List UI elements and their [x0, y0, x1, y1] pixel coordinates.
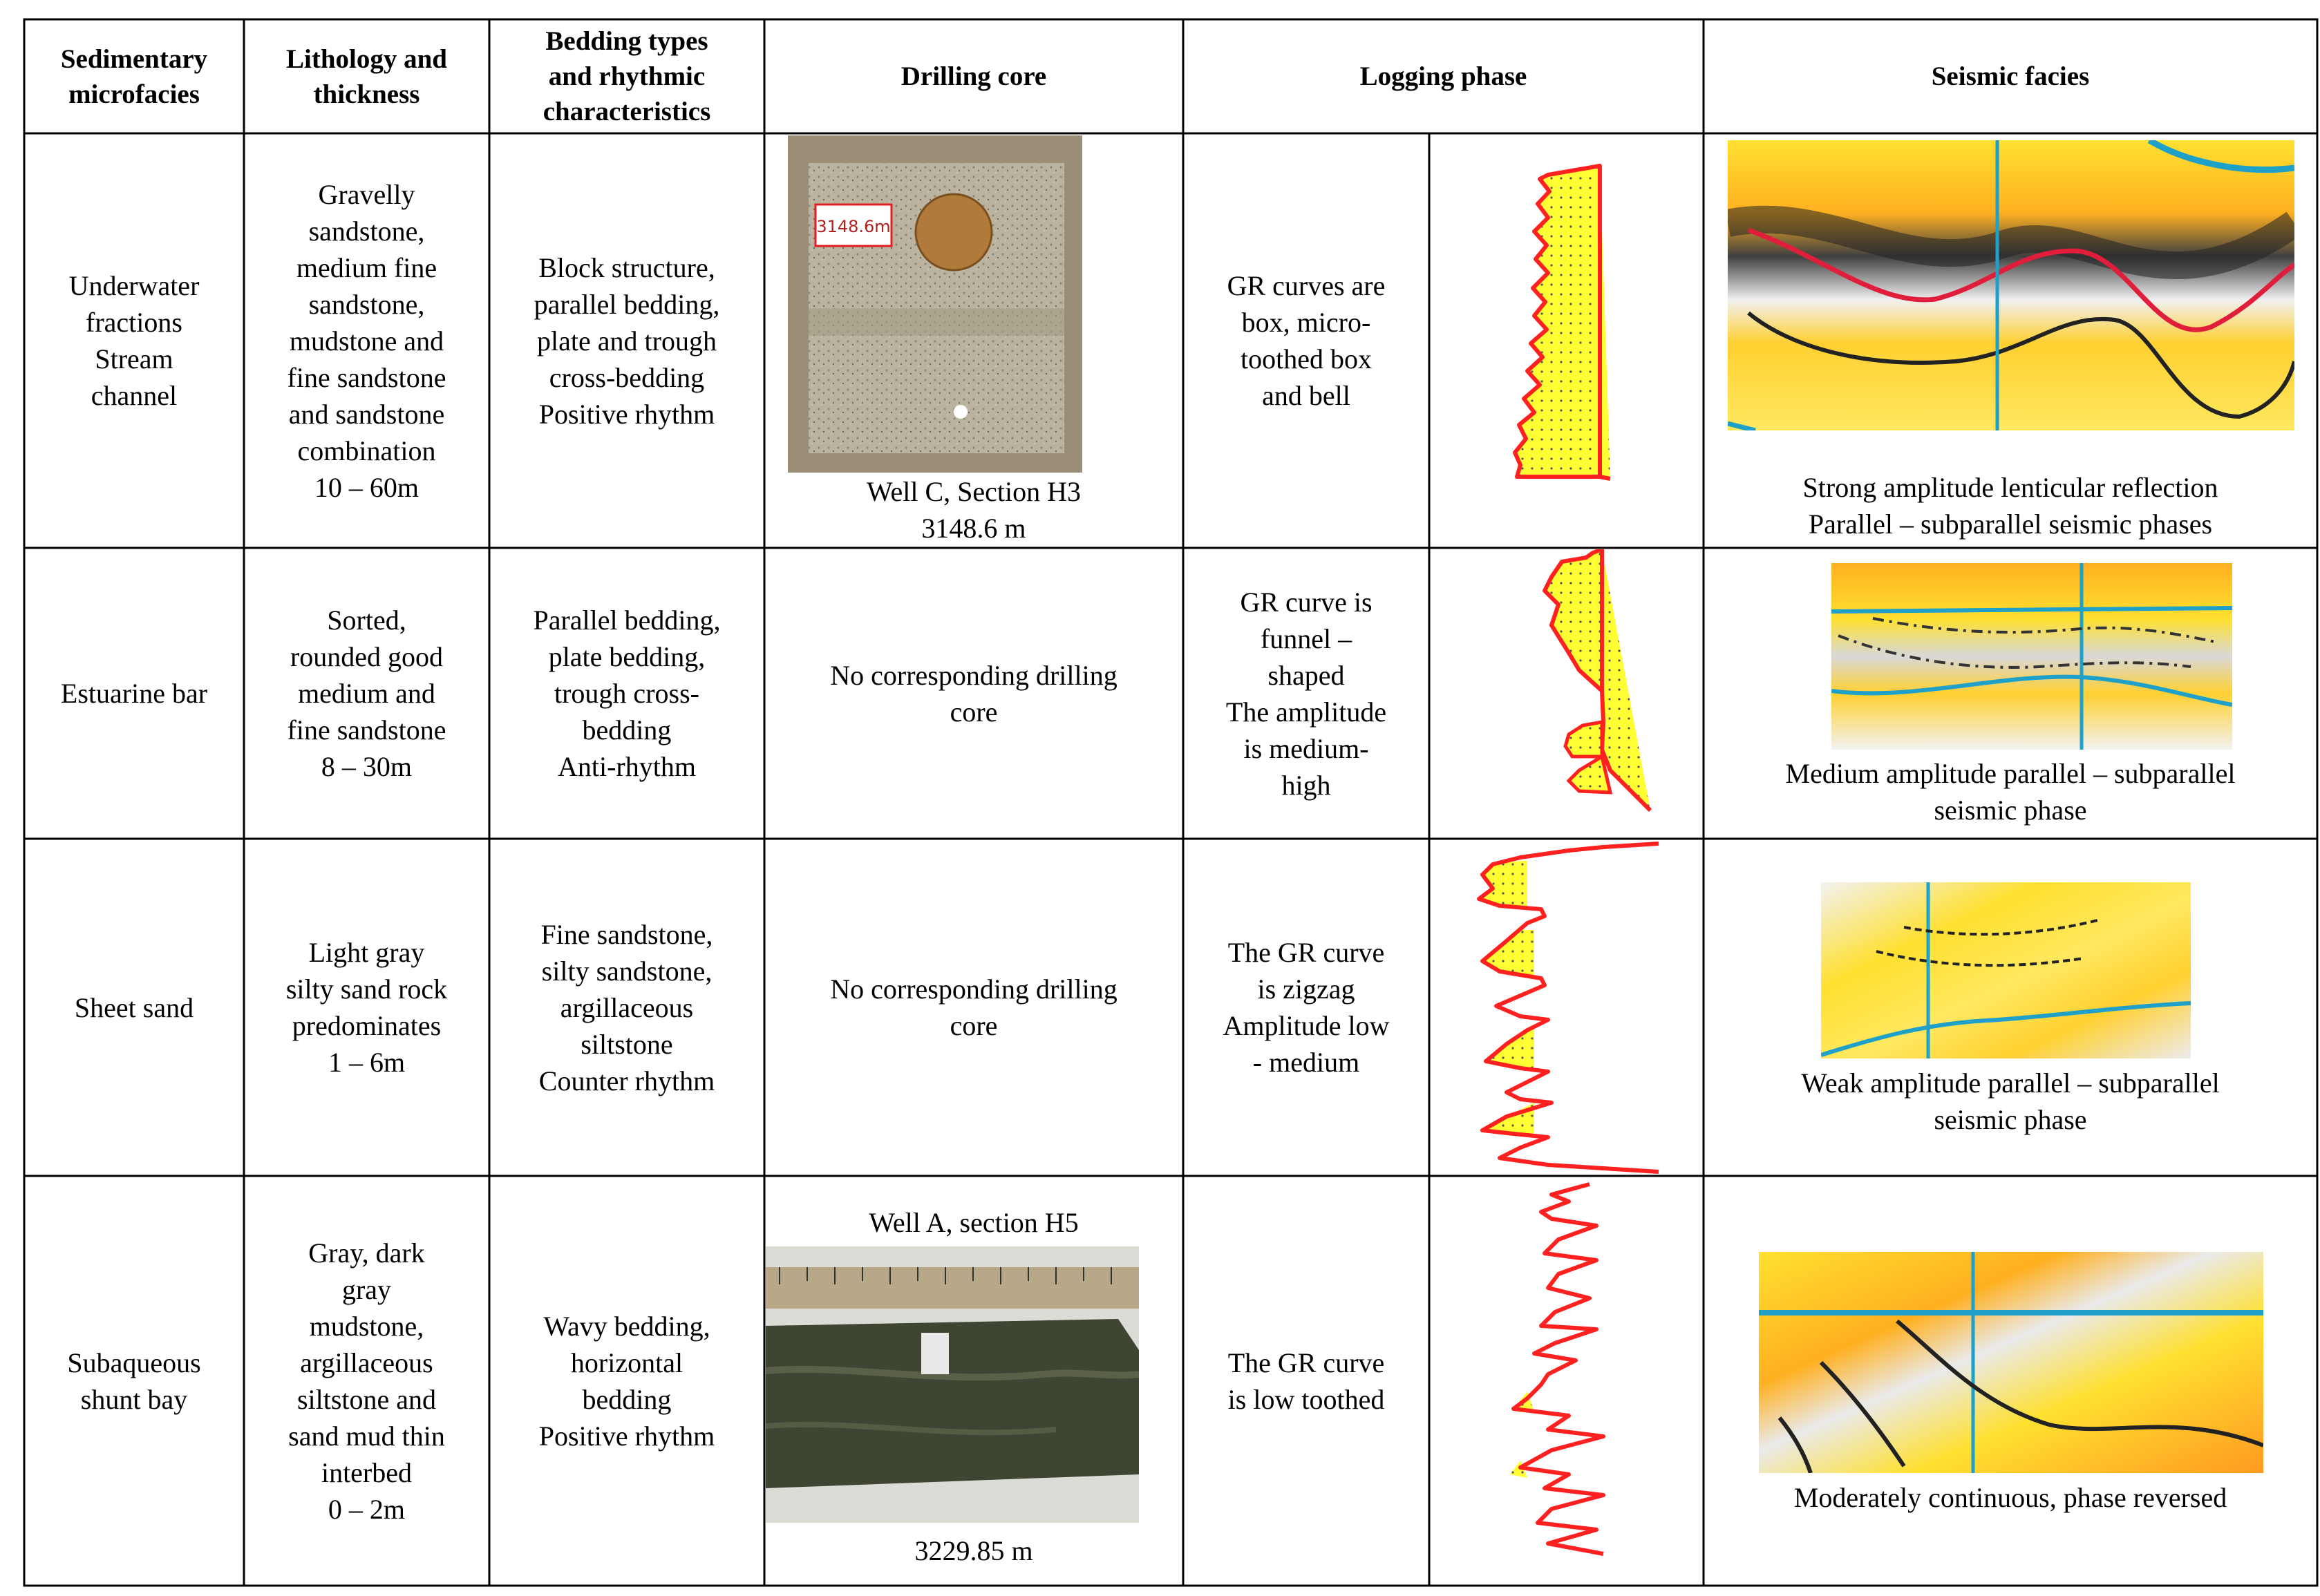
- gr-curve-row4: [1431, 1177, 1702, 1584]
- row4-seismic-caption: Moderately continuous, phase reversed: [1793, 1481, 2227, 1513]
- row3-logging-text: The GR curve is zigzag Amplitude low - medium: [1223, 937, 1390, 1078]
- row3-core: No corresponding drilling core: [830, 973, 1117, 1041]
- header-microfacies: Sedimentary microfacies: [60, 44, 208, 109]
- gr-curve-row2: [1431, 549, 1702, 837]
- row1-microfacies: Underwater fractions Stream channel: [68, 270, 200, 411]
- row4-core-caption-top: Well A, section H5: [869, 1206, 1079, 1238]
- core-photo-row1: [788, 135, 1082, 473]
- core-label-row1: 3148.6m: [816, 217, 891, 236]
- row2-lithology: Sorted, rounded good medium and fine sandstone 8 – 30m: [287, 605, 446, 782]
- seismic-row3: [1821, 882, 2191, 1058]
- seismic-row1: [1728, 140, 2294, 430]
- row1-seismic-caption: Strong amplitude lenticular reflection Parallel – subparallel seismic phases: [1802, 472, 2218, 540]
- header-logging: Logging phase: [1359, 61, 1527, 91]
- row3-microfacies: Sheet sand: [74, 991, 194, 1023]
- row1-core-caption: Well C, Section H3 3148.6 m: [866, 476, 1082, 544]
- row2-seismic-caption: Medium amplitude parallel – subparallel seismic phase: [1785, 758, 2236, 826]
- row2-core: No corresponding drilling core: [830, 659, 1117, 728]
- header-seismic: Seismic facies: [1931, 61, 2090, 91]
- seismic-row2: [1831, 563, 2232, 750]
- row2-bedding: Parallel bedding, plate bedding, trough cross- bedding Anti-rhythm: [533, 605, 721, 782]
- header-lithology: Lithology and thickness: [286, 44, 447, 109]
- row4-lithology: Gray, dark gray mudstone, argillaceous siltstone and sand mud thin interbed 0 – 2m: [288, 1237, 445, 1525]
- row3-bedding: Fine sandstone, silty sandstone, argillaceous siltstone Counter rhythm: [538, 918, 715, 1096]
- row4-microfacies: Subaqueous shunt bay: [67, 1347, 201, 1415]
- row1-logging-text: GR curves are box, micro- toothed box and bell: [1227, 270, 1386, 411]
- header-bedding: Bedding types and rhythmic characteristics: [543, 26, 711, 126]
- seismic-row4: [1759, 1252, 2263, 1473]
- row3-lithology: Light gray silty sand rock predominates 1 – 6m: [285, 937, 448, 1078]
- row2-microfacies: Estuarine bar: [60, 678, 208, 709]
- row1-lithology: Gravelly sandstone, medium fine sandstone, mudstone and fine sandstone and sandstone combination 10 – 60m: [287, 178, 446, 503]
- row4-core-caption-bottom: 3229.85 m: [914, 1535, 1033, 1566]
- row2-logging-text: GR curve is funnel – shaped The amplitude is medium- high: [1225, 586, 1387, 801]
- gr-curve-row3: [1431, 840, 1702, 1175]
- row3-seismic-caption: Weak amplitude parallel – subparallel seismic phase: [1801, 1067, 2220, 1135]
- core-photo-row4: [766, 1246, 1139, 1523]
- row4-logging-text: The GR curve is low toothed: [1227, 1347, 1385, 1415]
- gr-curve-row1: [1431, 135, 1702, 547]
- row4-bedding: Wavy bedding, horizontal bedding Positive rhythm: [538, 1310, 715, 1452]
- row1-bedding: Block structure, parallel bedding, plate and trough cross-bedding Positive rhythm: [534, 251, 720, 430]
- header-core: Drilling core: [900, 61, 1047, 91]
